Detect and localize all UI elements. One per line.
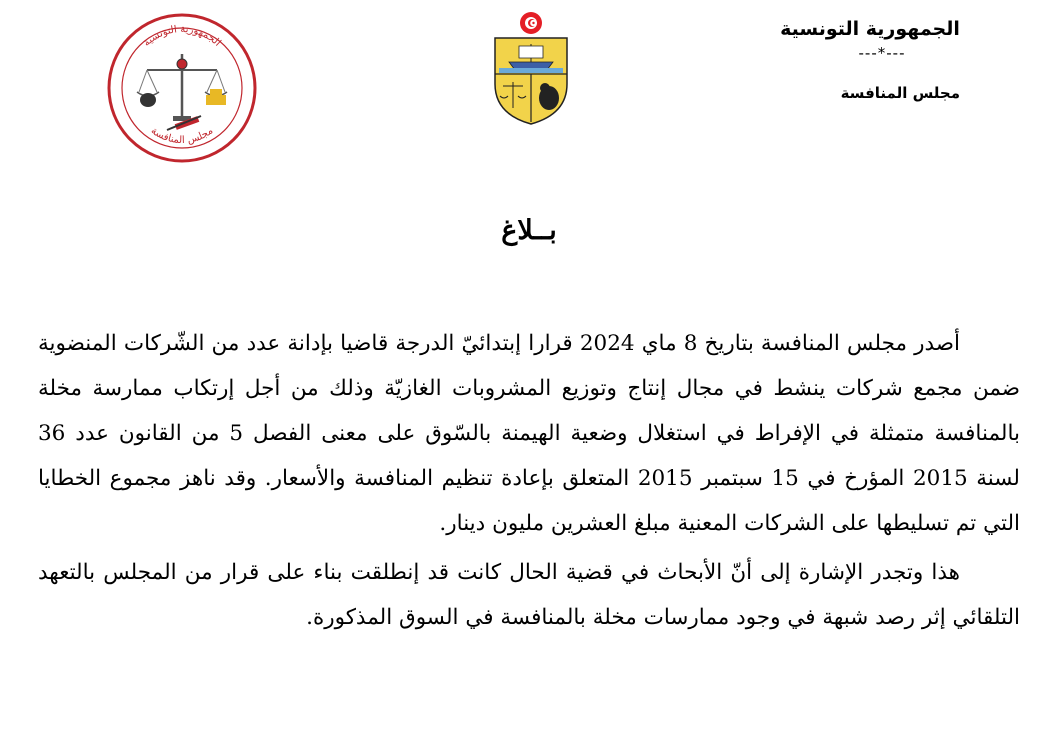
council-name: مجلس المنافسة: [840, 84, 960, 102]
document-title: بــلاغ: [501, 215, 557, 246]
svg-text:الجمهورية التونسية: الجمهورية التونسية: [141, 23, 223, 49]
document-body: [38, 321, 1020, 640]
svg-text:مجلس المنافسة: مجلس المنافسة: [148, 125, 216, 146]
paragraph-1: أصدر مجلس المنافسة بتاريخ 8 ماي 2024 قرارا إبتدائيّ الدرجة قاضيا بإدانة عدد من الشّركات المنضوية ضمن مجمع شركات ينشط في مجال إنتاج وتوزيع المشروبات الغازيّة وذلك من أجل إرتكاب ممارسة مخلة بالمنافسة متمثلة في الإفراط في استغلال وضعية الهيمنة بالسّوق على معنى الفصل 5 من القانون عدد 36 لسنة 2015 المؤرخ في 15 سبتمبر 2015 المتعلق بإعادة تنظيم المنافسة والأسعار. وقد ناهز مجموع الخطايا التي تم تسليطها على الشركات المعنية مبلغ العشرين مليون دينار.: [38, 331, 1020, 536]
republic-name: الجمهورية التونسية: [780, 18, 960, 40]
tunisia-coat-of-arms: [489, 10, 573, 126]
competition-council-seal: [105, 12, 259, 164]
paragraph-2: هذا وتجدر الإشارة إلى أنّ الأبحاث في قضية الحال كانت قد إنطلقت بناء على قرار من المجلس بالتعهد التلقائي إثر رصد شبهة في وجود ممارسات مخلة بالمنافسة في السوق المذكورة.: [38, 560, 1020, 630]
header-block: [780, 18, 990, 102]
header-separator: ---*---: [858, 44, 906, 62]
